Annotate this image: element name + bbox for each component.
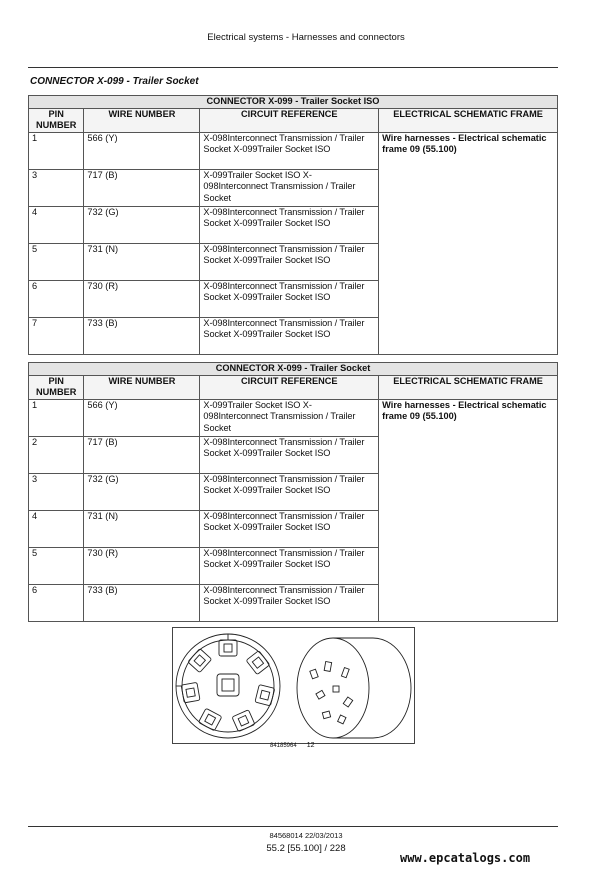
page-header: Electrical systems - Harnesses and connectors [207, 32, 405, 43]
column-header-wire: WIRE NUMBER [84, 375, 200, 399]
wire-number: 732 (G) [84, 206, 200, 243]
table-row [29, 132, 558, 169]
figure-id: 84185964 [270, 743, 297, 749]
pin-number: 1 [29, 399, 84, 436]
connector-table-iso [28, 95, 558, 355]
circuit-reference: X-098Interconnect Transmission / Trailer Socket X-099Trailer Socket ISO [200, 510, 379, 547]
column-header-pin: PIN NUMBER [29, 375, 84, 399]
table-title: CONNECTOR X-099 - Trailer Socket ISO [29, 96, 558, 109]
header-rule [28, 67, 558, 68]
schematic-frame: Wire harnesses - Electrical schematic frame 09 (55.100) [379, 399, 558, 621]
wire-number: 733 (B) [84, 317, 200, 354]
pin-number: 2 [29, 436, 84, 473]
connector-figure [172, 627, 415, 744]
circuit-reference: X-098Interconnect Transmission / Trailer Socket X-099Trailer Socket ISO [200, 436, 379, 473]
column-header-wire: WIRE NUMBER [84, 108, 200, 132]
footer-page-number: 55.2 [55.100] / 228 [266, 843, 346, 854]
pin-number: 4 [29, 206, 84, 243]
pin-number: 1 [29, 132, 84, 169]
column-header-pin: PIN NUMBER [29, 108, 84, 132]
pin-number: 3 [29, 169, 84, 206]
pin-number: 7 [29, 317, 84, 354]
circuit-reference: X-098Interconnect Transmission / Trailer Socket X-099Trailer Socket ISO [200, 547, 379, 584]
circuit-reference: X-098Interconnect Transmission / Trailer Socket X-099Trailer Socket ISO [200, 206, 379, 243]
wire-number: 566 (Y) [84, 132, 200, 169]
pin-number: 6 [29, 584, 84, 621]
schematic-frame: Wire harnesses - Electrical schematic frame 09 (55.100) [379, 132, 558, 354]
circuit-reference: X-099Trailer Socket ISO X-098Interconnect Transmission / Trailer Socket [200, 399, 379, 436]
column-header-circuit: CIRCUIT REFERENCE [200, 108, 379, 132]
watermark: www.epcatalogs.com [400, 851, 531, 865]
circuit-reference: X-099Trailer Socket ISO X-098Interconnect Transmission / Trailer Socket [200, 169, 379, 206]
pin-number: 5 [29, 547, 84, 584]
connector-table-socket [28, 362, 558, 622]
circuit-reference: X-098Interconnect Transmission / Trailer Socket X-099Trailer Socket ISO [200, 473, 379, 510]
circuit-reference: X-098Interconnect Transmission / Trailer Socket X-099Trailer Socket ISO [200, 584, 379, 621]
column-header-frame: ELECTRICAL SCHEMATIC FRAME [379, 108, 558, 132]
section-title: CONNECTOR X-099 - Trailer Socket [30, 76, 199, 87]
trailer-socket-drawing [173, 628, 414, 743]
pin-number: 6 [29, 280, 84, 317]
wire-number: 731 (N) [84, 243, 200, 280]
wire-number: 733 (B) [84, 584, 200, 621]
pin-number: 5 [29, 243, 84, 280]
pin-number: 4 [29, 510, 84, 547]
circuit-reference: X-098Interconnect Transmission / Trailer Socket X-099Trailer Socket ISO [200, 317, 379, 354]
wire-number: 730 (R) [84, 547, 200, 584]
footer-document-id: 84568014 22/03/2013 [269, 831, 343, 840]
column-header-circuit: CIRCUIT REFERENCE [200, 375, 379, 399]
wire-number: 731 (N) [84, 510, 200, 547]
circuit-reference: X-098Interconnect Transmission / Trailer Socket X-099Trailer Socket ISO [200, 243, 379, 280]
circuit-reference: X-098Interconnect Transmission / Trailer Socket X-099Trailer Socket ISO [200, 132, 379, 169]
pin-number: 3 [29, 473, 84, 510]
figure-caption [270, 742, 315, 749]
wire-number: 717 (B) [84, 169, 200, 206]
wire-number: 732 (G) [84, 473, 200, 510]
figure-number: 12 [306, 742, 315, 749]
wire-number: 730 (R) [84, 280, 200, 317]
circuit-reference: X-098Interconnect Transmission / Trailer Socket X-099Trailer Socket ISO [200, 280, 379, 317]
footer-rule [28, 826, 558, 827]
wire-number: 717 (B) [84, 436, 200, 473]
wire-number: 566 (Y) [84, 399, 200, 436]
table-row [29, 399, 558, 436]
column-header-frame: ELECTRICAL SCHEMATIC FRAME [379, 375, 558, 399]
table-title: CONNECTOR X-099 - Trailer Socket [29, 363, 558, 376]
